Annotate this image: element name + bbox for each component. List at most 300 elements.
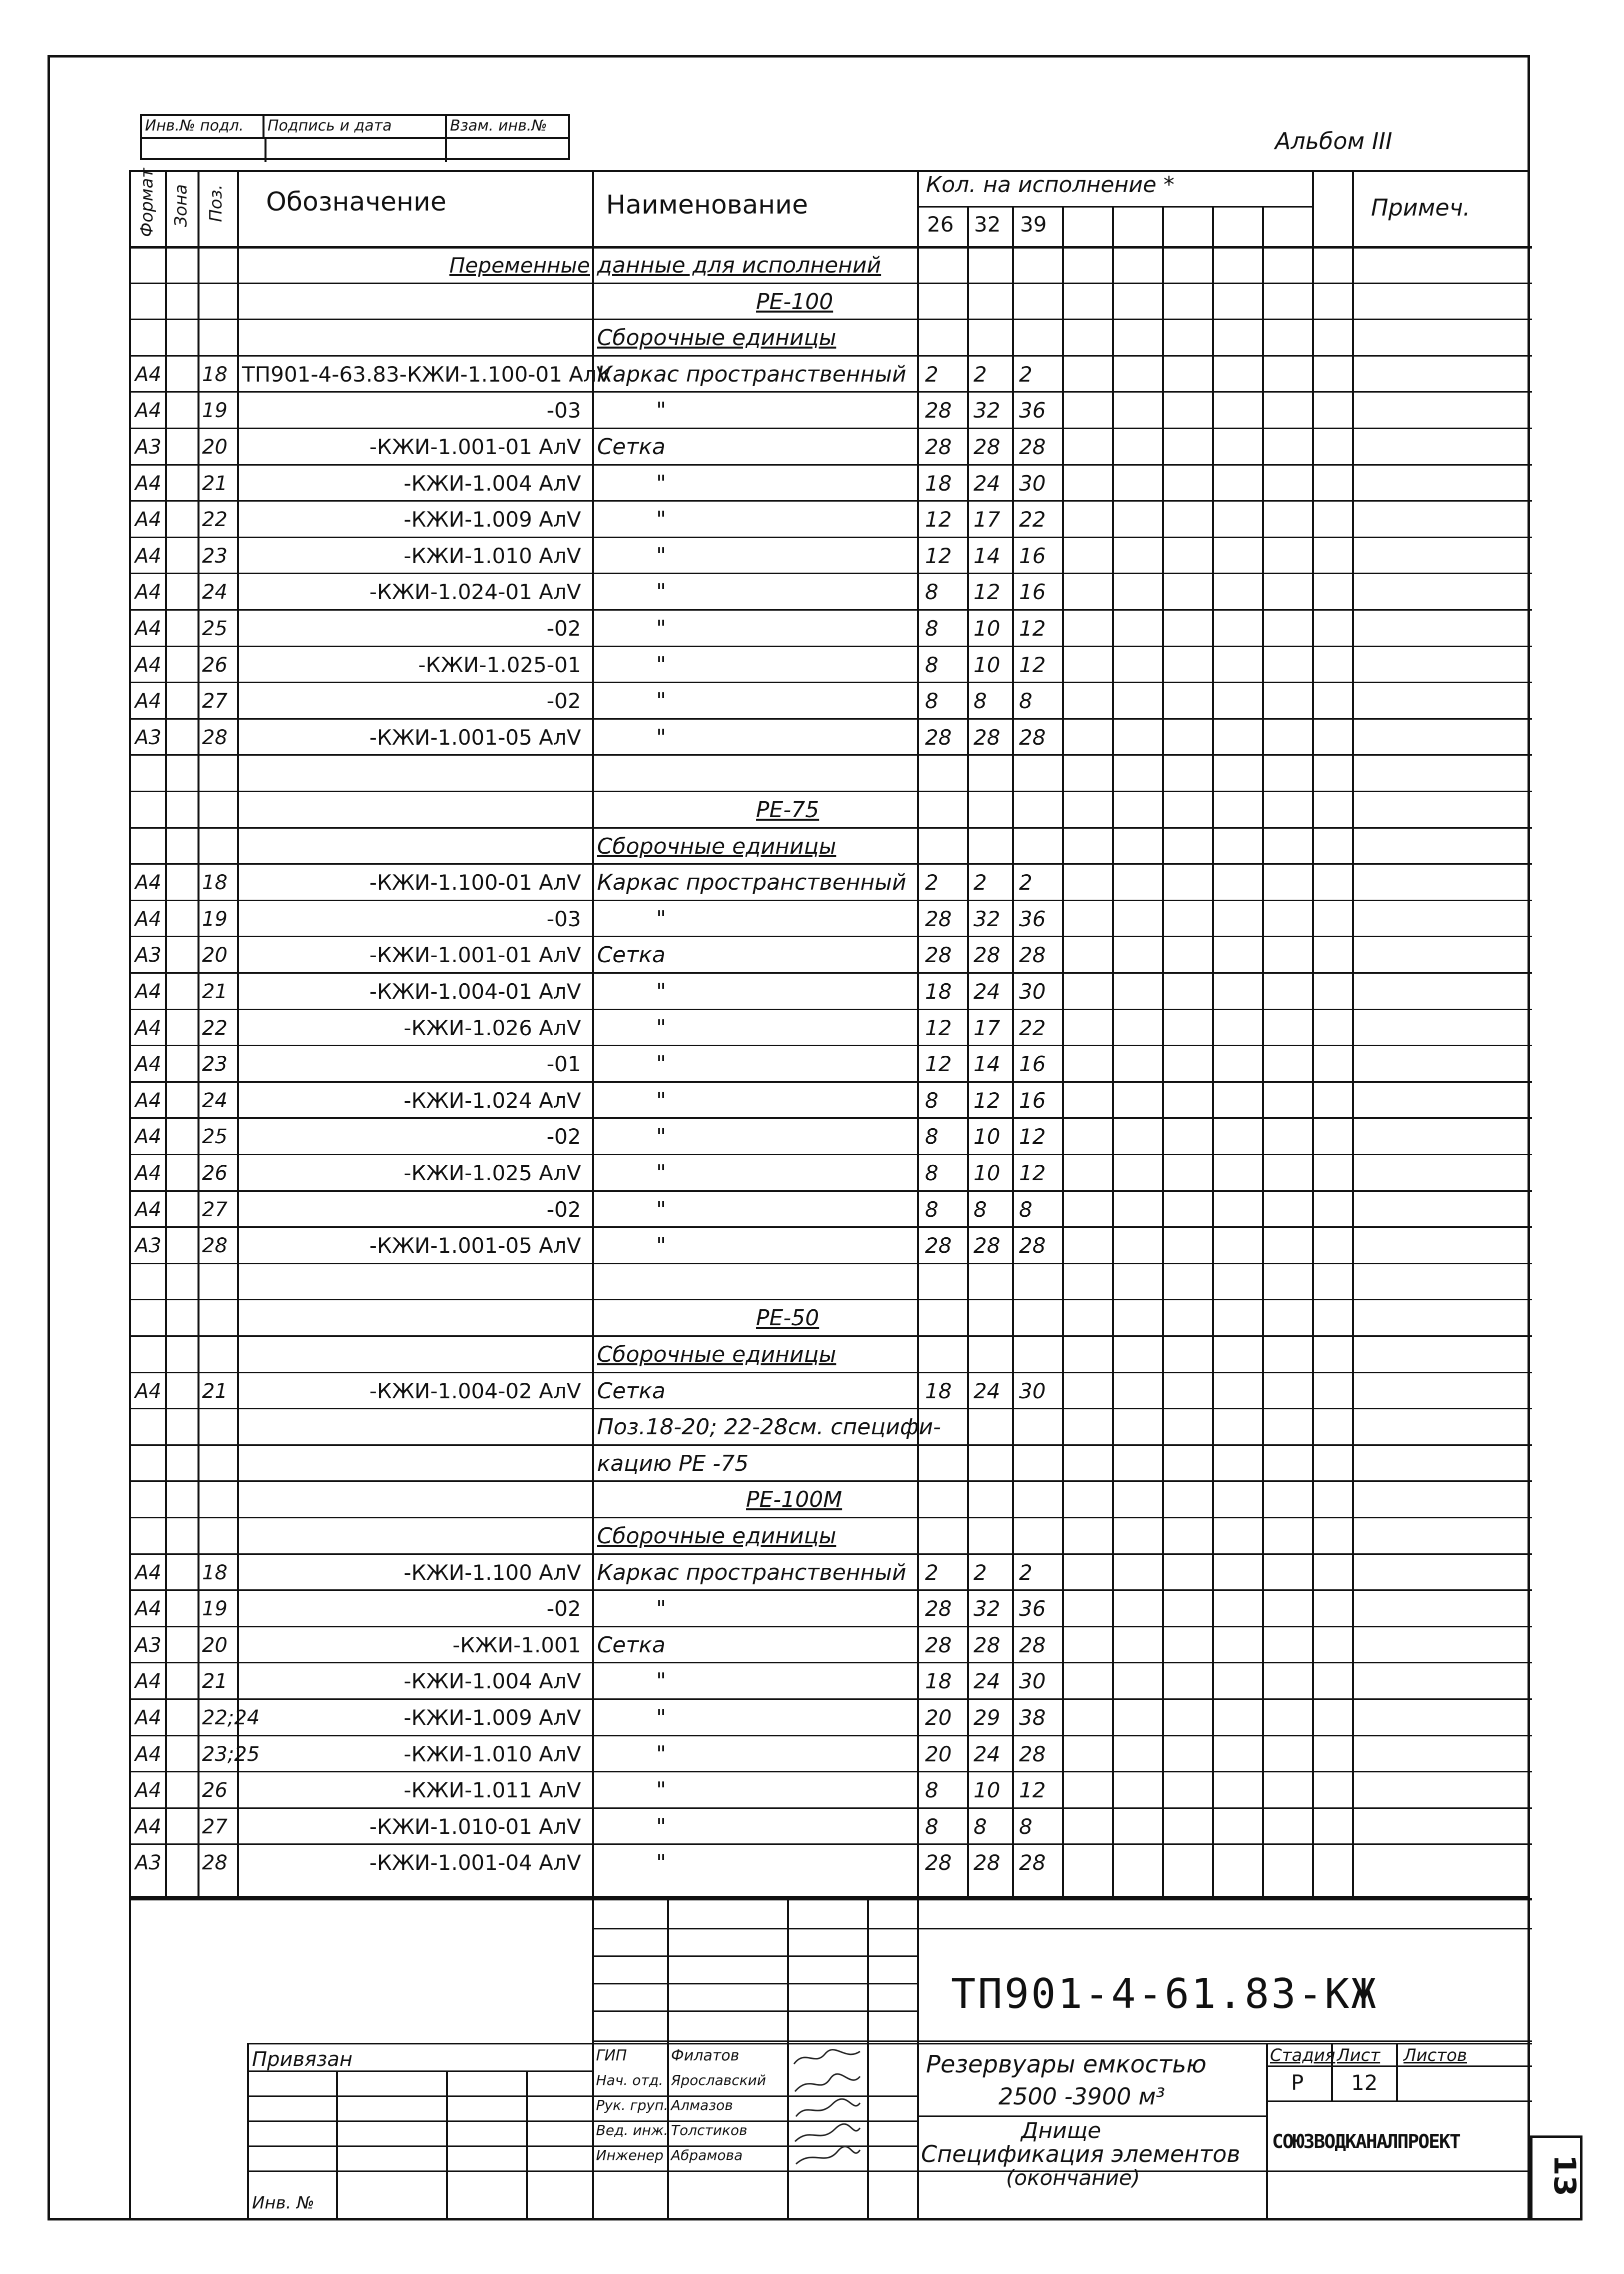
cell-oboznachenie: -02	[546, 1197, 581, 1222]
header-col-39: 39	[1020, 212, 1047, 237]
cell-poz: 20	[202, 436, 228, 459]
cell-poz: 21	[202, 472, 228, 495]
cell-qty-32: 28	[974, 725, 1000, 750]
cell-qty-39: 28	[1019, 435, 1046, 459]
cell-format: А4	[135, 617, 162, 640]
cell-format: А4	[135, 399, 162, 423]
cell-naimenovanie: "	[656, 724, 666, 750]
cell-format: А4	[135, 1597, 162, 1621]
cell-poz: 18	[202, 363, 228, 386]
signatures	[790, 2044, 865, 2169]
cell-poz: 25	[202, 617, 228, 640]
table-row	[131, 791, 1532, 827]
stadiya-value: Р	[1291, 2070, 1304, 2095]
list-value: 12	[1351, 2070, 1378, 2095]
header-col-26: 26	[927, 212, 954, 237]
cell-oboznachenie: -КЖИ-1.009 АлV	[404, 507, 581, 532]
table-row	[131, 1843, 1532, 1879]
cell-oboznachenie: -02	[546, 1124, 581, 1149]
cell-naimenovanie: Сборочные единицы	[597, 325, 836, 351]
cell-poz: 21	[202, 980, 228, 1003]
cell-format: А4	[135, 1815, 162, 1838]
document-code: ТП901-4-61.83-КЖ	[951, 1970, 1378, 2018]
cell-format: А4	[135, 980, 162, 1003]
cell-poz: 26	[202, 1162, 228, 1185]
cell-format: А4	[135, 508, 162, 532]
table-row	[131, 1807, 1532, 1843]
cell-format: А4	[135, 1089, 162, 1112]
cell-qty-39: 22	[1019, 507, 1046, 532]
cell-naimenovanie: "	[656, 579, 666, 605]
cell-oboznachenie: -КЖИ-1.024 АлV	[404, 1088, 581, 1113]
table-row	[131, 609, 1532, 645]
title-block	[129, 1898, 1530, 2220]
header-oboznachenie: Обозначение	[266, 187, 446, 217]
cell-qty-32: 24	[974, 471, 1000, 496]
cell-qty-26: 8	[925, 616, 938, 641]
cell-naimenovanie: "	[656, 1015, 666, 1041]
cell-qty-39: 36	[1019, 906, 1046, 931]
role-ruk-grup: Рук. груп.	[596, 2097, 668, 2113]
table-row	[131, 537, 1532, 573]
table-row	[131, 1589, 1532, 1625]
cell-format: А4	[135, 544, 162, 568]
inv-podl-label: Инв.№ подл.	[142, 116, 264, 137]
cell-qty-26: 12	[925, 507, 952, 532]
cell-qty-26: 28	[925, 906, 952, 931]
cell-oboznachenie: -КЖИ-1.004 АлV	[404, 1669, 581, 1694]
cell-qty-39: 36	[1019, 1596, 1046, 1621]
cell-format: А4	[135, 1779, 162, 1802]
cell-qty-32: 28	[974, 1850, 1000, 1875]
name-almazov: Алмазов	[671, 2097, 733, 2113]
cell-qty-32: 14	[974, 543, 1000, 568]
cell-qty-32: 2	[974, 870, 987, 895]
table-row	[131, 754, 1532, 790]
cell-poz: 25	[202, 1125, 228, 1149]
table-row	[131, 682, 1532, 718]
table-row	[131, 1662, 1532, 1698]
cell-naimenovanie: "	[656, 1813, 666, 1839]
cell-qty-32: 14	[974, 1052, 1000, 1077]
cell-poz: 26	[202, 1779, 228, 1802]
sheet-number: 13	[1546, 2154, 1582, 2196]
name-abramova: Абрамова	[671, 2147, 743, 2163]
table-row	[131, 827, 1532, 863]
cell-oboznachenie: -03	[546, 398, 581, 423]
cell-qty-32: 17	[974, 1015, 1000, 1040]
cell-qty-32: 10	[974, 1124, 1000, 1149]
cell-poz: 27	[202, 1198, 228, 1221]
table-row	[131, 1698, 1532, 1734]
cell-poz: 19	[202, 1597, 228, 1621]
cell-qty-26: 2	[925, 870, 938, 895]
doc-line3: (окончание)	[1006, 2165, 1140, 2190]
table-row	[131, 1372, 1532, 1408]
privyazan-label: Привязан	[252, 2048, 353, 2071]
cell-format: А4	[135, 581, 162, 604]
cell-qty-26: 18	[925, 1378, 952, 1403]
cell-oboznachenie: -КЖИ-1.001	[452, 1632, 581, 1657]
cell-qty-32: 12	[974, 580, 1000, 605]
table-row	[131, 1009, 1532, 1045]
table-row	[131, 1735, 1532, 1771]
cell-qty-32: 2	[974, 1560, 987, 1585]
cell-oboznachenie: -02	[546, 1596, 581, 1621]
cell-qty-26: 28	[925, 1850, 952, 1875]
cell-naimenovanie: "	[656, 1233, 666, 1259]
cell-naimenovanie: кацию РЕ -75	[597, 1450, 749, 1476]
cell-naimenovanie: "	[656, 616, 666, 641]
specification-table	[129, 170, 1530, 1898]
cell-naimenovanie: "	[656, 906, 666, 932]
cell-qty-32: 24	[974, 979, 1000, 1004]
cell-qty-39: 12	[1019, 652, 1046, 677]
cell-qty-26: 28	[925, 435, 952, 459]
cell-naimenovanie: Сетка	[597, 942, 666, 968]
cell-qty-26: 8	[925, 652, 938, 677]
cell-naimenovanie: данные для исполнений	[597, 253, 882, 278]
cell-naimenovanie: Сетка	[597, 434, 666, 460]
cell-naimenovanie: "	[656, 979, 666, 1004]
table-row	[131, 1263, 1532, 1299]
cell-format: А3	[135, 726, 162, 749]
cell-format: А4	[135, 1016, 162, 1040]
header-format: Формат	[137, 168, 157, 237]
cell-qty-39: 12	[1019, 1124, 1046, 1149]
table-row	[131, 246, 1532, 282]
cell-naimenovanie: "	[656, 1741, 666, 1767]
cell-qty-32: 28	[974, 943, 1000, 968]
cell-naimenovanie: "	[656, 1850, 666, 1876]
cell-qty-39: 30	[1019, 1378, 1046, 1403]
cell-qty-39: 12	[1019, 616, 1046, 641]
cell-qty-39: 30	[1019, 471, 1046, 496]
cell-qty-32: 32	[974, 1596, 1000, 1621]
cell-qty-26: 20	[925, 1705, 952, 1730]
cell-naimenovanie: Каркас пространственный	[597, 361, 906, 387]
cell-format: А4	[135, 690, 162, 713]
role-nach-otd: Нач. отд.	[596, 2072, 664, 2088]
cell-qty-26: 8	[925, 1088, 938, 1113]
table-row	[131, 283, 1532, 319]
cell-poz: 20	[202, 944, 228, 967]
cell-format: А4	[135, 907, 162, 931]
cell-qty-32: 10	[974, 652, 1000, 677]
cell-format: А4	[135, 1053, 162, 1076]
cell-oboznachenie: -01	[546, 1052, 581, 1077]
table-row	[131, 319, 1532, 355]
cell-qty-39: 28	[1019, 1850, 1046, 1875]
cell-qty-32: 24	[974, 1741, 1000, 1766]
table-row	[131, 900, 1532, 936]
cell-format: А4	[135, 1670, 162, 1693]
table-row	[131, 1299, 1532, 1335]
cell-qty-39: 8	[1019, 689, 1032, 714]
cell-naimenovanie: "	[656, 1051, 666, 1077]
table-row	[131, 718, 1532, 754]
cell-poz: 22	[202, 508, 228, 532]
table-row	[131, 464, 1532, 500]
cell-format: А4	[135, 1125, 162, 1149]
cell-qty-39: 2	[1019, 1560, 1032, 1585]
cell-qty-39: 22	[1019, 1015, 1046, 1040]
cell-format: А4	[135, 1742, 162, 1766]
cell-qty-32: 10	[974, 1778, 1000, 1803]
cell-poz: 23;25	[202, 1742, 260, 1766]
cell-qty-32: 10	[974, 616, 1000, 641]
cell-naimenovanie: "	[656, 1596, 666, 1622]
cell-qty-32: 32	[974, 398, 1000, 423]
cell-qty-39: 28	[1019, 1233, 1046, 1258]
object-line2: 2500 -3900 м³	[998, 2083, 1166, 2110]
cell-naimenovanie: Сетка	[597, 1378, 666, 1404]
sheet-number-box	[1530, 2135, 1582, 2220]
cell-naimenovanie: Каркас пространственный	[597, 1559, 906, 1585]
cell-qty-39: 28	[1019, 1632, 1046, 1657]
cell-qty-32: 28	[974, 435, 1000, 459]
cell-qty-32: 32	[974, 906, 1000, 931]
cell-oboznachenie: -КЖИ-1.024-01 АлV	[369, 580, 581, 605]
cell-qty-26: 8	[925, 689, 938, 714]
cell-qty-39: 38	[1019, 1705, 1046, 1730]
cell-naimenovanie: "	[656, 652, 666, 678]
cell-qty-26: 12	[925, 1015, 952, 1040]
cell-oboznachenie: -КЖИ-1.004 АлV	[404, 471, 581, 496]
table-row	[131, 573, 1532, 609]
header-naimenovanie: Наименование	[606, 190, 808, 220]
table-row	[131, 1117, 1532, 1153]
cell-naimenovanie: РЕ-75	[756, 797, 820, 823]
name-filatov: Филатов	[671, 2047, 740, 2064]
cell-naimenovanie: Сборочные единицы	[597, 1342, 836, 1367]
cell-naimenovanie: "	[656, 1196, 666, 1222]
cell-qty-32: 10	[974, 1161, 1000, 1185]
cell-format: А3	[135, 1851, 162, 1875]
cell-poz: 19	[202, 399, 228, 423]
cell-naimenovanie: "	[656, 1777, 666, 1803]
cell-qty-39: 16	[1019, 580, 1046, 605]
cell-format: А4	[135, 1162, 162, 1185]
cell-naimenovanie: "	[656, 1160, 666, 1186]
header-kol: Кол. на исполнение *	[926, 172, 1174, 198]
cell-naimenovanie: РЕ-50	[756, 1305, 820, 1331]
table-row	[131, 391, 1532, 427]
cell-oboznachenie: -КЖИ-1.010-01 АлV	[369, 1814, 581, 1839]
cell-naimenovanie: "	[656, 1668, 666, 1694]
table-row	[131, 1226, 1532, 1262]
cell-qty-39: 2	[1019, 362, 1032, 387]
organization: СОЮЗВОДКАНАЛПРОЕКТ	[1272, 2130, 1460, 2152]
cell-qty-39: 28	[1019, 943, 1046, 968]
table-row	[131, 863, 1532, 899]
cell-qty-39: 16	[1019, 1088, 1046, 1113]
header-primech: Примеч.	[1371, 194, 1470, 221]
table-row	[131, 972, 1532, 1008]
cell-poz: 18	[202, 871, 228, 895]
header-poz: Поз.	[206, 184, 226, 222]
name-tolstikov: Толстиков	[671, 2122, 748, 2138]
cell-qty-39: 30	[1019, 1669, 1046, 1694]
cell-oboznachenie: -КЖИ-1.010 АлV	[404, 1741, 581, 1766]
inv-label: Инв. №	[252, 2193, 314, 2213]
cell-qty-39: 16	[1019, 1052, 1046, 1077]
stadiya-label: Стадия	[1270, 2045, 1336, 2065]
listov-label: Листов	[1404, 2045, 1468, 2065]
cell-poz: 27	[202, 1815, 228, 1838]
cell-qty-39: 12	[1019, 1778, 1046, 1803]
cell-qty-26: 18	[925, 979, 952, 1004]
cell-qty-26: 8	[925, 580, 938, 605]
cell-oboznachenie: ТП901-4-63.83-КЖИ-1.100-01 АлV	[242, 362, 611, 387]
cell-poz: 19	[202, 907, 228, 931]
cell-oboznachenie: -КЖИ-1.010 АлV	[404, 543, 581, 568]
table-row	[131, 1190, 1532, 1226]
cell-naimenovanie: Сборочные единицы	[597, 833, 836, 859]
table-row	[131, 1517, 1532, 1553]
cell-qty-32: 8	[974, 1814, 987, 1839]
cell-oboznachenie: Переменные	[449, 253, 590, 278]
cell-qty-26: 8	[925, 1161, 938, 1185]
cell-naimenovanie: "	[656, 470, 666, 496]
cell-poz: 23	[202, 1053, 228, 1076]
cell-oboznachenie: -КЖИ-1.025 АлV	[404, 1161, 581, 1185]
table-row	[131, 1444, 1532, 1480]
name-yaroslavsky: Ярославский	[671, 2072, 766, 2088]
cell-format: А3	[135, 1633, 162, 1657]
cell-naimenovanie: "	[656, 398, 666, 424]
cell-format: А4	[135, 1561, 162, 1584]
cell-qty-26: 2	[925, 1560, 938, 1585]
cell-qty-32: 12	[974, 1088, 1000, 1113]
table-row	[131, 1626, 1532, 1662]
cell-oboznachenie: -КЖИ-1.026 АлV	[404, 1015, 581, 1040]
cell-oboznachenie: -КЖИ-1.001-05 АлV	[369, 1233, 581, 1258]
cell-qty-26: 20	[925, 1741, 952, 1766]
podpis-label: Подпись и дата	[264, 116, 447, 137]
cell-format: А4	[135, 363, 162, 386]
cell-naimenovanie: РЕ-100М	[746, 1487, 842, 1513]
cell-qty-26: 28	[925, 943, 952, 968]
table-row	[131, 936, 1532, 972]
cell-format: А3	[135, 944, 162, 967]
table-row	[131, 1771, 1532, 1807]
cell-qty-32: 24	[974, 1669, 1000, 1694]
cell-oboznachenie: -КЖИ-1.100-01 АлV	[369, 870, 581, 895]
cell-poz: 20	[202, 1633, 228, 1657]
cell-naimenovanie: РЕ-100	[756, 289, 834, 315]
cell-naimenovanie: "	[656, 1705, 666, 1730]
cell-qty-39: 36	[1019, 398, 1046, 423]
cell-oboznachenie: -КЖИ-1.025-01	[418, 652, 581, 677]
cell-poz: 28	[202, 1851, 228, 1875]
cell-qty-39: 8	[1019, 1814, 1032, 1839]
cell-qty-26: 28	[925, 1233, 952, 1258]
table-row	[131, 355, 1532, 391]
cell-poz: 27	[202, 690, 228, 713]
cell-qty-26: 28	[925, 1596, 952, 1621]
cell-format: А4	[135, 871, 162, 895]
cell-poz: 23	[202, 544, 228, 568]
cell-qty-26: 8	[925, 1197, 938, 1222]
cell-naimenovanie: "	[656, 688, 666, 714]
vzam-label: Взам. инв.№	[450, 117, 548, 135]
cell-qty-26: 2	[925, 362, 938, 387]
cell-qty-39: 30	[1019, 979, 1046, 1004]
cell-qty-26: 8	[925, 1778, 938, 1803]
cell-poz: 28	[202, 726, 228, 749]
cell-format: А4	[135, 1706, 162, 1729]
cell-oboznachenie: -КЖИ-1.100 АлV	[404, 1560, 581, 1585]
table-row	[131, 1081, 1532, 1117]
cell-format: А4	[135, 653, 162, 677]
cell-qty-32: 8	[974, 689, 987, 714]
cell-qty-26: 18	[925, 1669, 952, 1694]
table-row	[131, 428, 1532, 464]
cell-qty-26: 28	[925, 725, 952, 750]
cell-oboznachenie: -КЖИ-1.004-02 АлV	[369, 1378, 581, 1403]
cell-poz: 26	[202, 653, 228, 677]
cell-qty-26: 8	[925, 1814, 938, 1839]
cell-qty-32: 17	[974, 507, 1000, 532]
cell-qty-26: 12	[925, 1052, 952, 1077]
cell-poz: 18	[202, 1561, 228, 1584]
table-row	[131, 646, 1532, 682]
object-line1: Резервуары емкостью	[926, 2050, 1206, 2078]
cell-poz: 21	[202, 1670, 228, 1693]
cell-oboznachenie: -КЖИ-1.009 АлV	[404, 1705, 581, 1730]
cell-naimenovanie: "	[656, 543, 666, 569]
cell-qty-39: 28	[1019, 1741, 1046, 1766]
role-inzhener: Инженер	[596, 2147, 664, 2163]
cell-oboznachenie: -03	[546, 906, 581, 931]
cell-format: А4	[135, 1379, 162, 1403]
cell-poz: 28	[202, 1234, 228, 1258]
cell-qty-26: 28	[925, 1632, 952, 1657]
table-row	[131, 500, 1532, 536]
cell-qty-32: 29	[974, 1705, 1000, 1730]
cell-poz: 24	[202, 1089, 228, 1112]
cell-qty-32: 28	[974, 1632, 1000, 1657]
table-row	[131, 1045, 1532, 1081]
cell-poz: 22	[202, 1016, 228, 1040]
role-ved-inzh: Вед. инж.	[596, 2122, 668, 2138]
cell-naimenovanie: "	[656, 507, 666, 533]
table-row	[131, 1408, 1532, 1444]
cell-qty-39: 28	[1019, 725, 1046, 750]
cell-qty-26: 8	[925, 1124, 938, 1149]
cell-qty-39: 16	[1019, 543, 1046, 568]
cell-qty-39: 2	[1019, 870, 1032, 895]
cell-qty-32: 24	[974, 1378, 1000, 1403]
cell-qty-26: 28	[925, 398, 952, 423]
cell-oboznachenie: -КЖИ-1.011 АлV	[404, 1778, 581, 1803]
cell-oboznachenie: -КЖИ-1.001-01 АлV	[369, 435, 581, 459]
approval-stamp	[140, 114, 570, 160]
cell-format: А4	[135, 1198, 162, 1221]
cell-poz: 24	[202, 581, 228, 604]
list-label: Лист	[1337, 2045, 1380, 2065]
cell-poz: 22;24	[202, 1706, 260, 1729]
cell-naimenovanie: "	[656, 1087, 666, 1113]
cell-oboznachenie: -02	[546, 689, 581, 714]
cell-format: А3	[135, 1234, 162, 1258]
cell-format: А4	[135, 472, 162, 495]
cell-qty-39: 8	[1019, 1197, 1032, 1222]
cell-naimenovanie: "	[656, 1124, 666, 1150]
doc-line1: Днище	[1021, 2118, 1102, 2143]
cell-oboznachenie: -КЖИ-1.001-01 АлV	[369, 943, 581, 968]
